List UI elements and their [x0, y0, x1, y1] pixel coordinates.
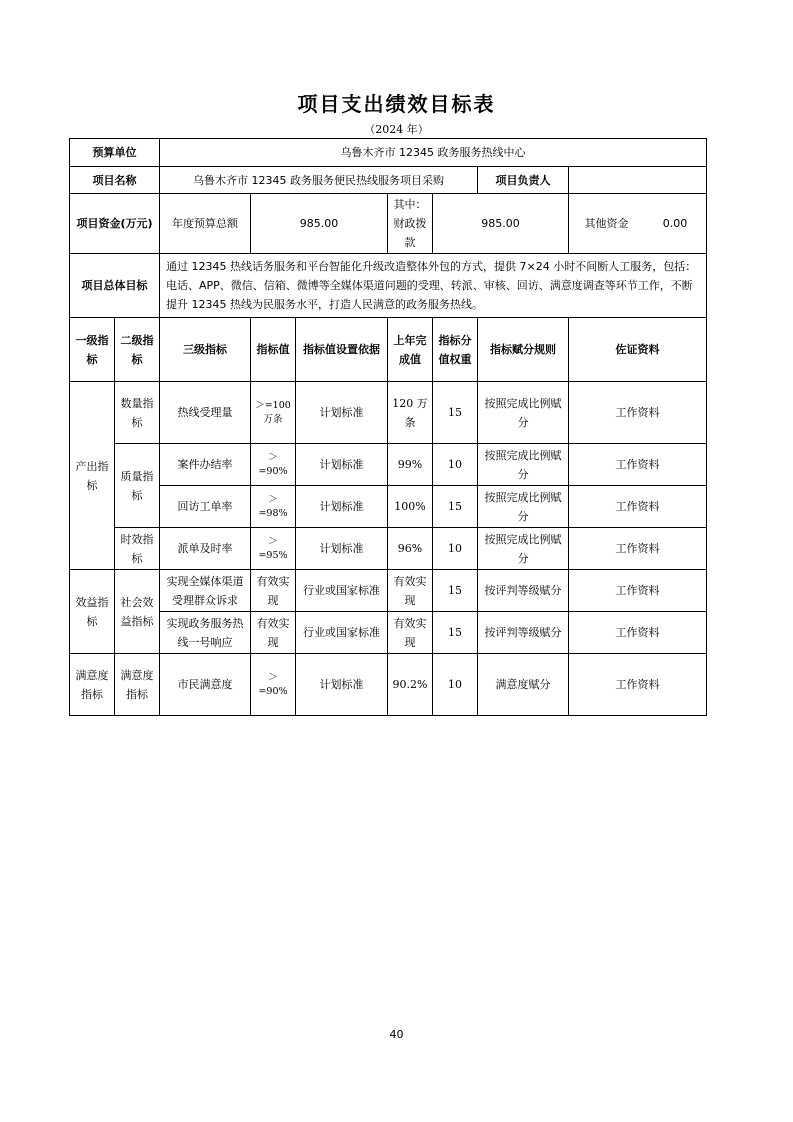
last-year-value: 90.2%: [388, 654, 433, 716]
indicator-value: ＞=90%: [251, 444, 296, 486]
indicator-basis: 行业或国家标准: [296, 570, 388, 612]
header-value: 指标值: [251, 318, 296, 382]
header-rule: 指标赋分规则: [478, 318, 569, 382]
indicator-name: 实现政务服务热线一号响应: [160, 612, 251, 654]
indicator-value: ＞=90%: [251, 654, 296, 716]
overall-goal-text: 通过 12345 热线话务服务和平台智能化升级改造整体外包的方式，提供 7×24 小时不间断人工服务，包括：电话、APP、微信、信箱、微博等全媒体渠道问题的受理、转派、审核、回访、满意度调查等环节工作，不断提升 12345 热线为民服务水平，打造人民满意的政务服务热线。: [160, 254, 707, 318]
scoring-rule: 按评判等级赋分: [478, 612, 569, 654]
year-subtitle: （2024 年）: [364, 123, 429, 136]
evidence: 工作资料: [569, 382, 707, 444]
indicator-basis: 行业或国家标准: [296, 612, 388, 654]
group-timeliness: 时效指标: [115, 528, 160, 570]
fiscal-value: 985.00: [433, 194, 569, 254]
overall-goal-label: 项目总体目标: [70, 254, 160, 318]
indicator-basis: 计划标准: [296, 654, 388, 716]
last-year-value: 99%: [388, 444, 433, 486]
last-year-value: 有效实现: [388, 570, 433, 612]
page-title: 项目支出绩效目标表: [297, 92, 496, 116]
group-quality: 质量指标: [115, 444, 160, 528]
project-name-value: 乌鲁木齐市 12345 政务服务便民热线服务项目采购: [160, 167, 478, 194]
group-satisfaction: 满意度指标: [70, 654, 115, 716]
scoring-rule: 按评判等级赋分: [478, 570, 569, 612]
annual-budget-label: 年度预算总额: [160, 194, 251, 254]
indicator-value: ＞=98%: [251, 486, 296, 528]
performance-table: [69, 138, 707, 716]
other-funds-value: 0.00: [662, 217, 688, 230]
scoring-rule: 按照完成比例赋分: [478, 382, 569, 444]
header-last-year: 上年完成值: [388, 318, 433, 382]
indicator-value: ＞=95%: [251, 528, 296, 570]
other-funds-label: 其他资金: [584, 217, 629, 230]
scoring-rule: 按照完成比例赋分: [478, 444, 569, 486]
table-row: [70, 570, 707, 612]
weight-value: 15: [433, 382, 478, 444]
evidence: 工作资料: [569, 486, 707, 528]
page-number: 40: [389, 1028, 404, 1041]
indicator-basis: 计划标准: [296, 528, 388, 570]
evidence: 工作资料: [569, 654, 707, 716]
indicator-name: 市民满意度: [160, 654, 251, 716]
group-quantity: 数量指标: [115, 382, 160, 444]
table-row: [70, 382, 707, 444]
budget-unit-label: 预算单位: [70, 139, 160, 167]
funds-label: 项目资金(万元): [70, 194, 160, 254]
weight-value: 15: [433, 570, 478, 612]
other-funds-cell: [569, 194, 707, 254]
project-name-label: 项目名称: [70, 167, 160, 194]
indicator-value: ＞=100万条: [251, 382, 296, 444]
indicator-name: 回访工单率: [160, 486, 251, 528]
indicator-name: 实现全媒体渠道受理群众诉求: [160, 570, 251, 612]
weight-value: 10: [433, 444, 478, 486]
weight-value: 10: [433, 654, 478, 716]
project-leader-value: [569, 167, 707, 194]
evidence: 工作资料: [569, 528, 707, 570]
table-row: [70, 486, 707, 528]
indicator-name: 热线受理量: [160, 382, 251, 444]
indicator-basis: 计划标准: [296, 382, 388, 444]
group-benefit: 效益指标: [70, 570, 115, 654]
weight-value: 15: [433, 486, 478, 528]
header-evidence: 佐证资料: [569, 318, 707, 382]
table-row: [70, 444, 707, 486]
header-level2: 二级指标: [115, 318, 160, 382]
indicator-basis: 计划标准: [296, 486, 388, 528]
indicator-name: 案件办结率: [160, 444, 251, 486]
last-year-value: 有效实现: [388, 612, 433, 654]
group-output: 产出指标: [70, 382, 115, 570]
scoring-rule: 按照完成比例赋分: [478, 486, 569, 528]
last-year-value: 120 万条: [388, 382, 433, 444]
fiscal-label: 其中：财政拨款: [388, 194, 433, 254]
indicator-value: 有效实现: [251, 570, 296, 612]
evidence: 工作资料: [569, 570, 707, 612]
group-social: 社会效益指标: [115, 570, 160, 654]
weight-value: 15: [433, 612, 478, 654]
last-year-value: 96%: [388, 528, 433, 570]
indicator-basis: 计划标准: [296, 444, 388, 486]
header-weight: 指标分值权重: [433, 318, 478, 382]
header-basis: 指标值设置依据: [296, 318, 388, 382]
header-level3: 三级指标: [160, 318, 251, 382]
table-row: [70, 528, 707, 570]
project-leader-label: 项目负责人: [478, 167, 569, 194]
last-year-value: 100%: [388, 486, 433, 528]
scoring-rule: 满意度赋分: [478, 654, 569, 716]
annual-budget-value: 985.00: [251, 194, 388, 254]
evidence: 工作资料: [569, 612, 707, 654]
weight-value: 10: [433, 528, 478, 570]
table-row: [70, 654, 707, 716]
evidence: 工作资料: [569, 444, 707, 486]
table-row: [70, 612, 707, 654]
budget-unit-value: 乌鲁木齐市 12345 政务服务热线中心: [160, 139, 707, 167]
scoring-rule: 按照完成比例赋分: [478, 528, 569, 570]
header-level1: 一级指标: [70, 318, 115, 382]
indicator-value: 有效实现: [251, 612, 296, 654]
indicator-name: 派单及时率: [160, 528, 251, 570]
group-satisfaction-sub: 满意度指标: [115, 654, 160, 716]
